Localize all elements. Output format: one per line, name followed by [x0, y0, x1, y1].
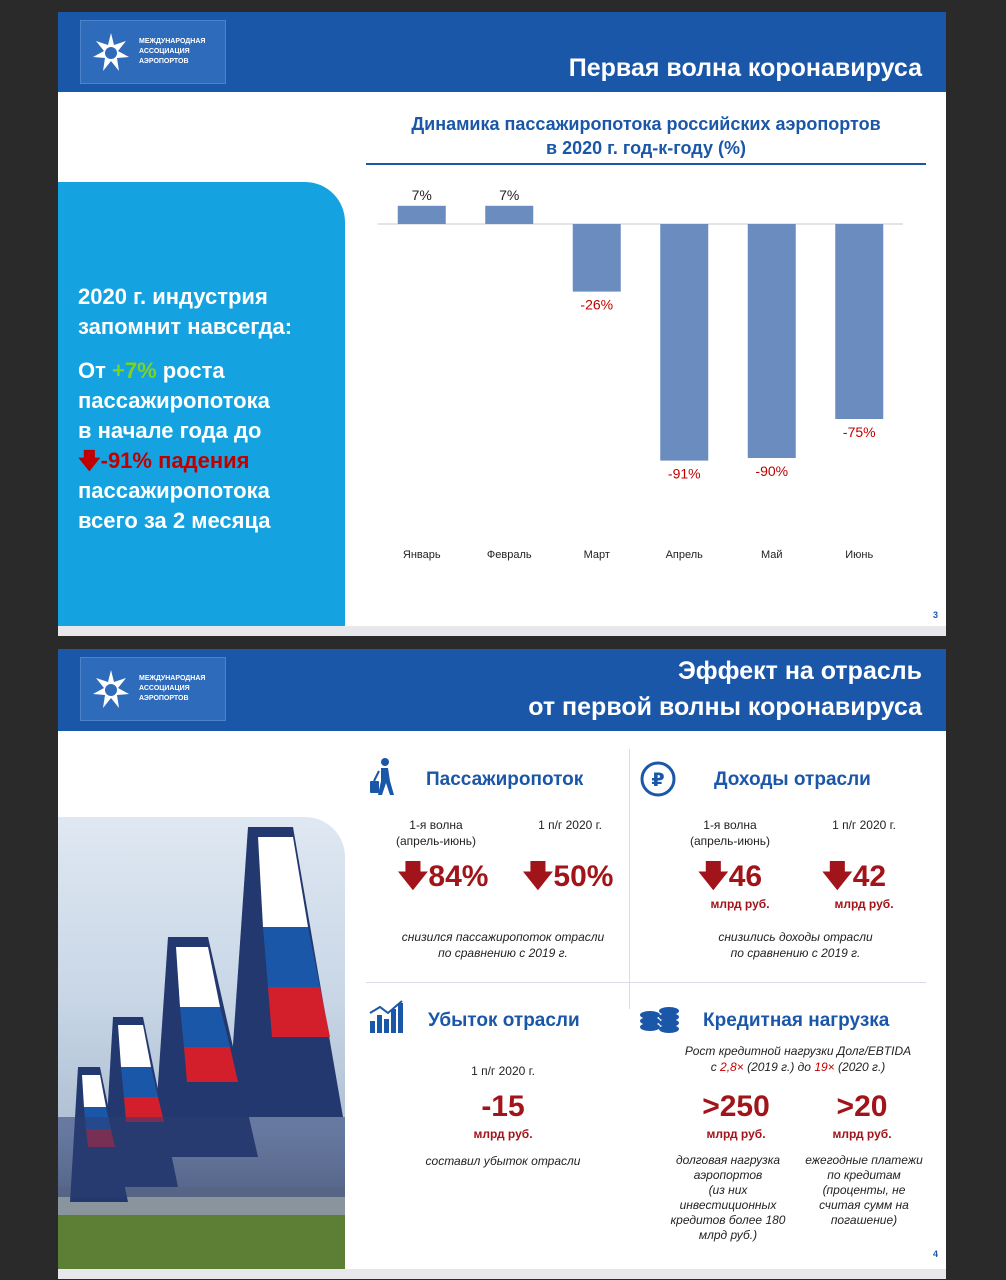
- passengers-col1-value: 🡇84%: [397, 860, 489, 893]
- logo-star-icon: [89, 31, 133, 75]
- chart-bar-1: [398, 206, 446, 224]
- chart-title: Динамика пассажиропотока российских аэропортов в 2020 г. год-к-году (%): [411, 114, 881, 158]
- loss-value: -15: [481, 1090, 525, 1123]
- airplanes-photo: [58, 817, 345, 1269]
- highlight-panel: [58, 182, 345, 626]
- slide-3: [58, 12, 946, 626]
- loss-title: Убыток отрасли: [428, 1010, 580, 1031]
- revenue-col2-label: 1 п/г 2020 г.: [832, 818, 896, 832]
- passengers-note: снизился пассажиропоток отрасли по сравнению с 2019 г.: [401, 930, 605, 960]
- chart-category-label-1: Январь: [402, 549, 441, 561]
- bar-chart-decline-icon: [368, 999, 406, 1035]
- ruble-icon: [640, 761, 676, 797]
- slide-shadow: [58, 626, 946, 636]
- chart-data-label-4: -91%: [667, 465, 701, 482]
- arrow-down-icon: 🡇: [397, 860, 429, 893]
- credit-note-2: ежегодные платежи по кредитам (проценты, не считая сумм на погашение): [805, 1153, 923, 1227]
- drop-value: -91% падения: [100, 448, 250, 473]
- chart-title-rule: [366, 163, 926, 165]
- slide-header: [58, 12, 946, 92]
- logo-star-icon: [89, 668, 133, 712]
- chart-category-label-5: Май: [760, 549, 783, 561]
- passengers-col1-label: 1-я волна (апрель-июнь): [396, 818, 476, 848]
- bar-chart: [358, 177, 918, 587]
- credit-value-1: >250: [702, 1090, 770, 1123]
- revenue-col2-unit: млрд руб.: [834, 897, 894, 911]
- revenue-col2-value: 🡇42: [821, 860, 887, 893]
- passengers-title: Пассажиропоток: [426, 769, 584, 790]
- airplane-tails-image: [58, 817, 345, 1269]
- traveler-icon: [366, 757, 400, 797]
- logo-text: МЕЖДУНАРОДНАЯ АССОЦИАЦИЯ АЭРОПОРТОВ: [139, 675, 206, 702]
- chart-bar-6: [835, 224, 883, 419]
- logo-text: МЕЖДУНАРОДНАЯ АССОЦИАЦИЯ АЭРОПОРТОВ: [139, 38, 206, 65]
- arrow-down-icon: 🡇: [821, 860, 853, 893]
- slide-shadow: [58, 1269, 946, 1279]
- svg-text:₽: ₽: [651, 769, 665, 791]
- arrow-down-icon: 🡇: [78, 448, 101, 473]
- credit-unit-2: млрд руб.: [832, 1127, 892, 1141]
- arrow-down-icon: 🡇: [522, 860, 554, 893]
- credit-unit-1: млрд руб.: [706, 1127, 766, 1141]
- coins-icon: [638, 1005, 682, 1037]
- quadrant-divider-vertical: [629, 749, 630, 1009]
- arrow-down-icon: 🡇: [697, 860, 729, 893]
- growth-value: +7%: [112, 358, 157, 383]
- chart-bar-2: [485, 206, 533, 224]
- loss-label: 1 п/г 2020 г.: [471, 1064, 535, 1078]
- chart-bar-3: [573, 224, 621, 292]
- logo: [80, 657, 226, 721]
- chart-data-label-5: -90%: [755, 463, 789, 479]
- slide-4: [58, 649, 946, 1269]
- page-number: 3: [932, 610, 938, 620]
- chart-category-label-2: Февраль: [486, 549, 532, 561]
- chart-category-label-4: Апрель: [665, 549, 703, 561]
- revenue-title: Доходы отрасли: [714, 769, 871, 790]
- chart-category-label-3: Март: [583, 549, 610, 561]
- panel-text: 2020 г. индустрия запомнит навсегда: От +7% роста пассажиропотока в начале года до 🡇-91% падения пассажиропотока всего за 2 месяца: [78, 284, 293, 533]
- page-title: Первая волна коронавируса: [568, 54, 922, 82]
- credit-title: Кредитная нагрузка: [703, 1010, 890, 1031]
- page-number: 4: [932, 1249, 938, 1259]
- chart-bar-4: [660, 224, 708, 461]
- credit-subtitle: Рост кредитной нагрузки Долг/EBTIDA с 2,8× (2019 г.) до 19× (2020 г.): [684, 1044, 912, 1074]
- slide-header: [58, 649, 946, 731]
- chart-data-label-3: -26%: [580, 296, 614, 313]
- passengers-col2-label: 1 п/г 2020 г.: [538, 818, 602, 832]
- revenue-note: снизились доходы отрасли по сравнению с 2019 г.: [718, 930, 873, 960]
- page-title-line-1: Эффект на отрасль: [678, 657, 922, 685]
- chart-data-label-1: 7%: [411, 186, 432, 203]
- revenue-col1-label: 1-я волна (апрель-июнь): [690, 818, 770, 848]
- logo: [80, 20, 226, 84]
- chart-data-label-6: -75%: [842, 424, 876, 440]
- loss-unit: млрд руб.: [473, 1127, 533, 1141]
- chart-data-label-2: 7%: [499, 186, 520, 203]
- credit-note-1: долговая нагрузка аэропортов (из них инвестиционных кредитов более 180 млрд руб.): [670, 1153, 786, 1242]
- credit-value-2: >20: [836, 1090, 888, 1123]
- quadrant-divider-horizontal: [366, 982, 926, 983]
- loss-note: составил убыток отрасли: [425, 1154, 581, 1168]
- chart-bar-5: [748, 224, 796, 458]
- revenue-col1-unit: млрд руб.: [710, 897, 770, 911]
- page-title-line-2: от первой волны коронавируса: [528, 693, 922, 721]
- revenue-col1-value: 🡇46: [697, 860, 763, 893]
- chart-category-label-6: Июнь: [845, 549, 874, 561]
- passengers-col2-value: 🡇50%: [522, 860, 614, 893]
